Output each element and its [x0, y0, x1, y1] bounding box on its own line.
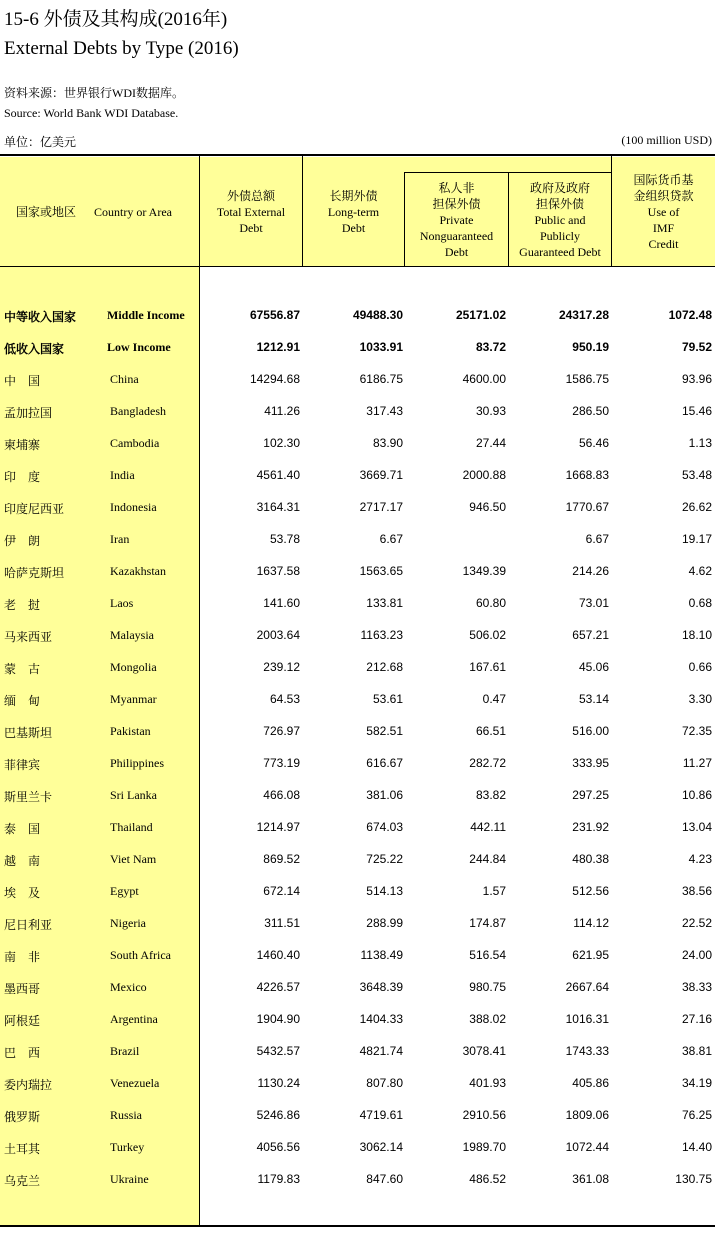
country-name-en: Philippines — [110, 756, 165, 770]
total-debt-cell: 141.60 — [263, 596, 300, 610]
top-rule — [0, 154, 715, 156]
imf-credit-cell: 0.68 — [688, 596, 712, 610]
total-debt-cell: 2003.64 — [256, 628, 300, 642]
public-debt-cell: 73.01 — [578, 596, 609, 610]
long-term-debt-cell: 212.68 — [366, 660, 403, 674]
total-debt-cell: 239.12 — [263, 660, 300, 674]
unit-label-cn: 单位：亿美元 — [4, 135, 77, 149]
total-debt-cell: 466.08 — [263, 788, 300, 802]
long-term-debt-cell: 6.67 — [379, 532, 403, 546]
country-name-cn: 印 度 — [4, 470, 41, 484]
table-row — [0, 946, 715, 966]
country-name-en: Brazil — [110, 1044, 140, 1058]
private-debt-cell: 442.11 — [470, 820, 506, 834]
table-row — [0, 1074, 715, 1094]
header-long-term-debt: 长期外债 Long-term Debt — [327, 188, 380, 235]
public-debt-cell: 480.38 — [572, 852, 609, 866]
table-row — [0, 914, 715, 934]
country-name-cn: 越 南 — [4, 854, 41, 868]
long-term-debt-cell: 381.06 — [366, 788, 403, 802]
country-name-en: Myanmar — [110, 692, 157, 706]
table-row — [0, 626, 715, 646]
total-debt-cell: 3164.31 — [256, 500, 300, 514]
imf-credit-cell: 10.86 — [681, 788, 712, 802]
total-debt-cell: 1179.83 — [257, 1172, 300, 1186]
long-term-debt-cell: 49488.30 — [352, 308, 403, 322]
table-row — [0, 498, 715, 518]
header-private-debt: 私人非 担保外债 Private Nonguaranteed Debt — [419, 180, 494, 259]
country-name-cn: 中 国 — [4, 374, 41, 388]
long-term-debt-cell: 6186.75 — [359, 372, 403, 386]
table-row — [0, 562, 715, 582]
public-debt-cell: 1809.06 — [565, 1108, 609, 1122]
total-debt-cell: 869.52 — [263, 852, 300, 866]
imf-credit-cell: 1072.48 — [668, 308, 712, 322]
country-name-cn: 委内瑞拉 — [4, 1078, 53, 1092]
private-debt-cell: 30.93 — [475, 404, 506, 418]
country-name-en: Argentina — [110, 1012, 158, 1026]
table-row — [0, 306, 715, 326]
long-term-debt-cell: 1033.91 — [359, 340, 403, 354]
total-debt-cell: 67556.87 — [249, 308, 300, 322]
source-note-cn: 资料来源：世界银行WDI数据库。 — [4, 86, 184, 100]
country-name-en: Bangladesh — [110, 404, 166, 418]
long-term-debt-cell: 847.60 — [366, 1172, 403, 1186]
country-name-en: Venezuela — [110, 1076, 160, 1090]
table-row — [0, 402, 715, 422]
private-debt-cell: 0.47 — [482, 692, 506, 706]
imf-credit-cell: 11.27 — [682, 756, 712, 770]
public-debt-cell: 1770.67 — [565, 500, 609, 514]
country-name-cn: 泰 国 — [4, 822, 41, 836]
public-debt-cell: 950.19 — [572, 340, 609, 354]
table-row — [0, 594, 715, 614]
long-term-debt-cell: 3062.14 — [359, 1140, 403, 1154]
public-debt-cell: 516.00 — [572, 724, 609, 738]
imf-credit-cell: 26.62 — [681, 500, 712, 514]
table-row — [0, 1170, 715, 1190]
total-debt-cell: 1460.40 — [256, 948, 300, 962]
total-debt-cell: 102.30 — [263, 436, 300, 450]
table-title-cn: 15-6 外债及其构成(2016年) — [4, 9, 228, 30]
long-term-debt-cell: 1404.33 — [359, 1012, 403, 1026]
total-debt-cell: 4056.56 — [256, 1140, 300, 1154]
country-name-cn: 柬埔寨 — [4, 438, 41, 452]
country-name-en: Pakistan — [110, 724, 151, 738]
header-public-debt: 政府及政府 担保外债 Public and Publicly Guaranteed Debt — [519, 180, 601, 259]
country-name-cn: 墨西哥 — [4, 982, 41, 996]
country-name-cn: 埃 及 — [4, 886, 41, 900]
private-debt-cell: 506.02 — [469, 628, 506, 642]
long-term-debt-cell: 83.90 — [372, 436, 403, 450]
table-row — [0, 818, 715, 838]
long-term-debt-cell: 4821.74 — [359, 1044, 403, 1058]
imf-credit-cell: 4.62 — [688, 564, 712, 578]
imf-credit-cell: 0.66 — [688, 660, 712, 674]
table-row — [0, 978, 715, 998]
imf-credit-cell: 38.81 — [681, 1044, 712, 1058]
long-term-debt-cell: 514.13 — [366, 884, 403, 898]
table-row — [0, 1010, 715, 1030]
total-debt-cell: 4226.57 — [256, 980, 300, 994]
total-debt-cell: 1214.97 — [256, 820, 300, 834]
private-debt-cell: 2000.88 — [462, 468, 506, 482]
imf-credit-cell: 1.13 — [688, 436, 712, 450]
total-debt-cell: 5246.86 — [256, 1108, 300, 1122]
table-title-en: External Debts by Type (2016) — [4, 38, 239, 59]
table-row — [0, 690, 715, 710]
table-row — [0, 754, 715, 774]
private-debt-cell: 27.44 — [475, 436, 506, 450]
country-name-cn: 蒙 古 — [4, 662, 41, 676]
private-debt-cell: 388.02 — [469, 1012, 506, 1026]
total-debt-cell: 53.78 — [269, 532, 300, 546]
private-debt-cell: 282.72 — [469, 756, 506, 770]
long-term-debt-cell: 616.67 — [366, 756, 403, 770]
public-debt-cell: 1016.31 — [565, 1012, 609, 1026]
country-name-cn: 菲律宾 — [4, 758, 41, 772]
public-debt-cell: 361.08 — [572, 1172, 609, 1186]
imf-credit-cell: 4.23 — [688, 852, 712, 866]
table-row — [0, 786, 715, 806]
imf-credit-cell: 53.48 — [681, 468, 712, 482]
total-debt-cell: 14294.68 — [249, 372, 300, 386]
country-name-cn: 土耳其 — [4, 1142, 41, 1156]
private-debt-cell: 946.50 — [469, 500, 506, 514]
public-debt-cell: 2667.64 — [565, 980, 609, 994]
imf-credit-cell: 14.40 — [681, 1140, 712, 1154]
country-name-en: Middle Income — [107, 308, 185, 322]
unit-label-en: (100 million USD) — [621, 133, 712, 147]
total-debt-cell: 411.26 — [264, 404, 300, 418]
imf-credit-cell: 13.04 — [681, 820, 712, 834]
total-debt-cell: 1212.91 — [256, 340, 300, 354]
source-note-en: Source: World Bank WDI Database. — [4, 106, 179, 120]
country-name-en: South Africa — [110, 948, 171, 962]
imf-credit-cell: 18.10 — [681, 628, 712, 642]
imf-credit-cell: 22.52 — [681, 916, 712, 930]
private-debt-cell: 60.80 — [475, 596, 506, 610]
long-term-debt-cell: 1163.23 — [360, 628, 403, 642]
long-term-debt-cell: 288.99 — [366, 916, 403, 930]
long-term-debt-cell: 3648.39 — [359, 980, 403, 994]
country-name-en: Iran — [110, 532, 130, 546]
table-row — [0, 1106, 715, 1126]
country-name-cn: 孟加拉国 — [4, 406, 53, 420]
private-debt-cell: 83.72 — [475, 340, 506, 354]
total-debt-cell: 1130.24 — [257, 1076, 300, 1090]
long-term-debt-cell: 807.80 — [366, 1076, 403, 1090]
public-debt-cell: 621.95 — [572, 948, 609, 962]
total-debt-cell: 773.19 — [263, 756, 300, 770]
public-debt-cell: 405.86 — [572, 1076, 609, 1090]
imf-credit-cell: 24.00 — [681, 948, 712, 962]
private-debt-cell: 4600.00 — [462, 372, 506, 386]
country-name-cn: 伊 朗 — [4, 534, 41, 548]
public-debt-cell: 114.12 — [573, 916, 609, 930]
country-name-en: Mongolia — [110, 660, 157, 674]
total-debt-cell: 4561.40 — [256, 468, 300, 482]
public-debt-cell: 1743.33 — [565, 1044, 609, 1058]
private-debt-cell: 3078.41 — [462, 1044, 506, 1058]
country-name-cn: 乌克兰 — [4, 1174, 41, 1188]
public-debt-cell: 45.06 — [578, 660, 609, 674]
imf-credit-cell: 93.96 — [681, 372, 712, 386]
private-debt-cell: 244.84 — [469, 852, 506, 866]
country-name-cn: 俄罗斯 — [4, 1110, 41, 1124]
country-name-en: Low Income — [107, 340, 171, 354]
public-debt-cell: 53.14 — [578, 692, 609, 706]
table-row — [0, 722, 715, 742]
imf-credit-cell: 79.52 — [681, 340, 712, 354]
header-bottom-rule — [0, 266, 715, 267]
table-row — [0, 850, 715, 870]
country-name-en: Indonesia — [110, 500, 157, 514]
public-debt-cell: 6.67 — [585, 532, 609, 546]
table-row — [0, 658, 715, 678]
total-debt-cell: 1637.58 — [256, 564, 300, 578]
header-imf-credit: 国际货币基 金组织贷款 Use of IMF Credit — [633, 172, 694, 251]
country-name-en: Kazakhstan — [110, 564, 166, 578]
private-debt-cell: 980.75 — [469, 980, 506, 994]
country-name-en: Viet Nam — [110, 852, 157, 866]
imf-credit-cell: 130.75 — [675, 1172, 712, 1186]
imf-credit-cell: 38.56 — [681, 884, 712, 898]
total-debt-cell: 1904.90 — [256, 1012, 300, 1026]
country-name-cn: 中等收入国家 — [4, 310, 77, 324]
private-debt-cell: 167.61 — [469, 660, 506, 674]
long-term-debt-cell: 582.51 — [366, 724, 403, 738]
country-name-cn: 马来西亚 — [4, 630, 53, 644]
total-debt-cell: 311.51 — [264, 916, 300, 930]
long-term-debt-cell: 4719.61 — [359, 1108, 403, 1122]
country-name-cn: 缅 甸 — [4, 694, 41, 708]
long-term-debt-cell: 133.81 — [366, 596, 403, 610]
imf-credit-cell: 19.17 — [681, 532, 712, 546]
public-debt-cell: 333.95 — [572, 756, 609, 770]
country-name-cn: 阿根廷 — [4, 1014, 41, 1028]
private-debt-cell: 83.82 — [475, 788, 506, 802]
header-country: 国家或地区 Country or Area — [16, 204, 172, 219]
country-name-cn: 尼日利亚 — [4, 918, 53, 932]
country-name-en: Nigeria — [110, 916, 146, 930]
table-row — [0, 882, 715, 902]
public-debt-cell: 1072.44 — [565, 1140, 609, 1154]
table-row — [0, 530, 715, 550]
country-name-cn: 巴基斯坦 — [4, 726, 53, 740]
public-debt-cell: 512.56 — [572, 884, 609, 898]
total-debt-cell: 5432.57 — [256, 1044, 300, 1058]
country-name-en: Cambodia — [110, 436, 160, 450]
country-name-en: Laos — [110, 596, 134, 610]
country-name-cn: 巴 西 — [4, 1046, 41, 1060]
country-name-en: Egypt — [110, 884, 139, 898]
public-debt-cell: 297.25 — [572, 788, 609, 802]
imf-credit-cell: 76.25 — [681, 1108, 712, 1122]
private-debt-cell: 1989.70 — [462, 1140, 506, 1154]
imf-credit-cell: 72.35 — [681, 724, 712, 738]
private-debt-cell: 516.54 — [469, 948, 506, 962]
country-name-cn: 南 非 — [4, 950, 41, 964]
table-row — [0, 466, 715, 486]
public-debt-cell: 214.26 — [572, 564, 609, 578]
total-debt-cell: 64.53 — [269, 692, 300, 706]
public-debt-cell: 1668.83 — [565, 468, 609, 482]
country-name-en: Sri Lanka — [110, 788, 157, 802]
imf-credit-cell: 38.33 — [681, 980, 712, 994]
country-name-cn: 老 挝 — [4, 598, 41, 612]
public-debt-cell: 286.50 — [572, 404, 609, 418]
country-name-cn: 低收入国家 — [4, 342, 65, 356]
public-debt-cell: 231.92 — [572, 820, 609, 834]
table-row — [0, 338, 715, 358]
table-row — [0, 370, 715, 390]
long-term-debt-cell: 725.22 — [366, 852, 403, 866]
country-name-en: Thailand — [110, 820, 153, 834]
country-name-cn: 印度尼西亚 — [4, 502, 65, 516]
imf-credit-cell: 3.30 — [688, 692, 712, 706]
long-term-debt-cell: 317.43 — [366, 404, 403, 418]
country-name-cn: 斯里兰卡 — [4, 790, 53, 804]
imf-credit-cell: 27.16 — [681, 1012, 712, 1026]
total-debt-cell: 672.14 — [263, 884, 300, 898]
private-debt-cell: 401.93 — [469, 1076, 506, 1090]
long-term-debt-cell: 3669.71 — [359, 468, 403, 482]
private-debt-cell: 174.87 — [469, 916, 506, 930]
table-row — [0, 1042, 715, 1062]
imf-credit-cell: 15.46 — [681, 404, 712, 418]
private-debt-cell: 66.51 — [475, 724, 506, 738]
country-name-en: Malaysia — [110, 628, 154, 642]
table-row — [0, 434, 715, 454]
country-name-en: Ukraine — [110, 1172, 149, 1186]
country-name-en: Mexico — [110, 980, 147, 994]
private-debt-cell: 1349.39 — [462, 564, 506, 578]
country-name-en: Russia — [110, 1108, 143, 1122]
long-term-debt-cell: 53.61 — [372, 692, 403, 706]
country-name-cn: 哈萨克斯坦 — [4, 566, 65, 580]
country-name-en: Turkey — [110, 1140, 145, 1154]
table-row — [0, 1138, 715, 1158]
country-name-en: India — [110, 468, 135, 482]
private-debt-cell: 1.57 — [482, 884, 506, 898]
public-debt-cell: 657.21 — [572, 628, 609, 642]
long-term-debt-cell: 2717.17 — [359, 500, 403, 514]
country-name-en: China — [110, 372, 139, 386]
long-term-debt-cell: 1563.65 — [359, 564, 403, 578]
public-debt-cell: 1586.75 — [565, 372, 609, 386]
bottom-rule — [0, 1225, 715, 1227]
long-term-debt-cell: 1138.49 — [360, 948, 403, 962]
private-debt-cell: 486.52 — [469, 1172, 506, 1186]
public-debt-cell: 24317.28 — [558, 308, 609, 322]
private-debt-cell: 2910.56 — [462, 1108, 506, 1122]
public-debt-cell: 56.46 — [578, 436, 609, 450]
total-debt-cell: 726.97 — [263, 724, 300, 738]
private-debt-cell: 25171.02 — [455, 308, 506, 322]
imf-credit-cell: 34.19 — [681, 1076, 712, 1090]
long-term-debt-cell: 674.03 — [366, 820, 403, 834]
header-total-debt: 外债总额 Total External Debt — [216, 188, 286, 235]
